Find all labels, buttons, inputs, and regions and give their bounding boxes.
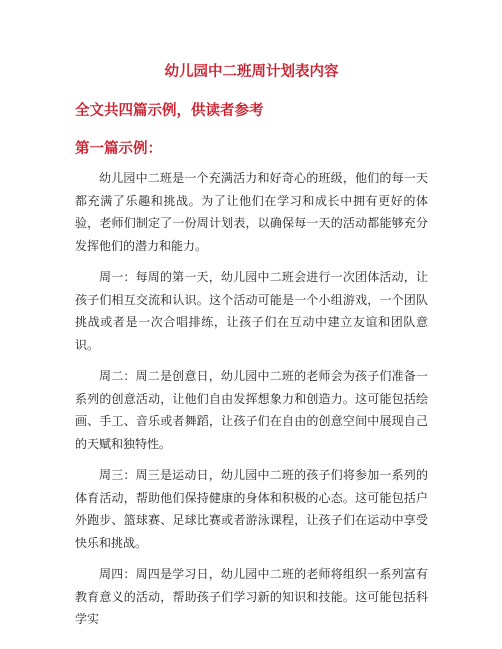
document-title: 幼儿园中二班周计划表内容 <box>164 64 339 80</box>
body-text <box>75 167 428 631</box>
paragraph-thursday: 周四：周四是学习日，幼儿园中二班的老师将组织一系列富有教育意义的活动，帮助孩子们学习新的知识和技能。这可能包括科学实 <box>75 567 428 626</box>
intro-heading: 全文共四篇示例，供读者参考 <box>75 103 264 119</box>
paragraph-monday: 周一：每周的第一天，幼儿园中二班会进行一次团体活动，让孩子们相互交流和认识。这个活动可能是一个小组游戏，一个团队挑战或者是一次合唱排练，让孩子们在互动中建立友谊和团队意识。 <box>75 270 428 352</box>
section-heading: 第一篇示例： <box>75 141 162 157</box>
paragraph-wednesday: 周三：周三是运动日，幼儿园中二班的孩子们将参加一系列的体育活动，帮助他们保持健康的身体和积极的心态。这可能包括户外跑步、篮球赛、足球比赛或者游泳课程，让孩子们在运动中享受快乐和挑战。 <box>75 468 428 550</box>
paragraph-intro: 幼儿园中二班是一个充满活力和好奇心的班级，他们的每一天都充满了乐趣和挑战。为了让他们在学习和成长中拥有更好的体验，老师们制定了一份周计划表，以确保每一天的活动都能够充分发挥他们的潜力和能力。 <box>75 171 428 253</box>
paragraph-tuesday: 周二：周二是创意日，幼儿园中二班的老师会为孩子们准备一系列的创意活动，让他们自由发挥想象力和创造力。这可能包括绘画、手工、音乐或者舞蹈，让孩子们在自由的创意空间中展现自己的天赋和独特性。 <box>75 369 428 451</box>
